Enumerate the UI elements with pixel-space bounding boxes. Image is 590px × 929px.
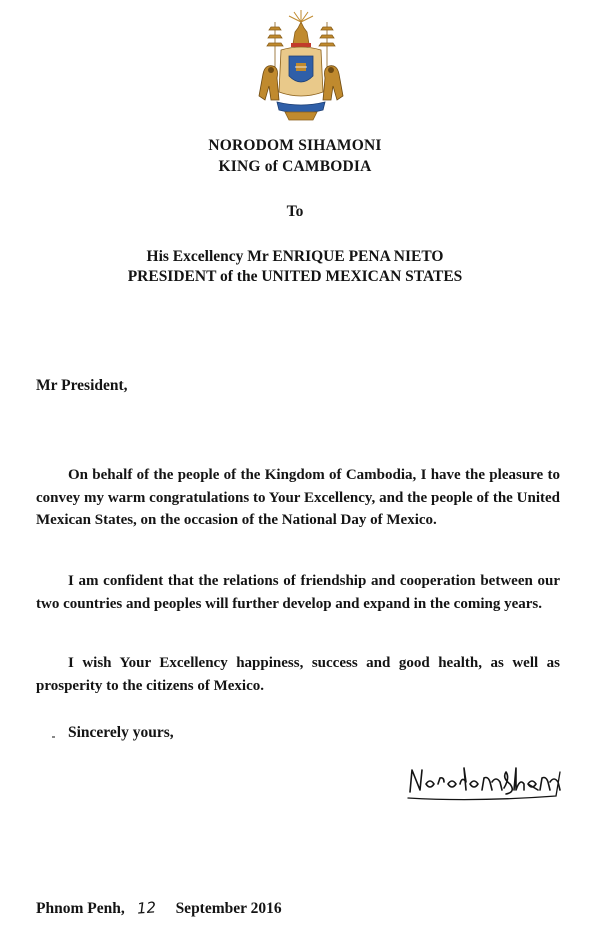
month-year: September 2016 [175,900,282,917]
salutation: Mr President, [36,377,128,394]
signature-image [406,758,564,808]
handwritten-day: 12 [135,898,157,918]
closing: Sincerely yours, [68,724,174,741]
recipient-name: His Excellency Mr ENRIQUE PENA NIETO [146,248,444,265]
to-label: To [286,203,304,220]
body-paragraph-3: I wish Your Excellency happiness, success and good health, as well as prosperity to the citizens of Mexico. [36,655,560,694]
sender-name: NORODOM SIHAMONI [208,137,382,154]
royal-arms-of-cambodia-icon [251,8,351,123]
body-paragraph-1: On behalf of the people of the Kingdom of Cambodia, I have the pleasure to convey my warm congratulations to Your Excellency, and the people of the United Mexican States, on the occasion of the National Day of Mexico. [36,467,560,528]
place-and-date [36,898,282,919]
place: Phnom Penh, [36,900,125,917]
body-paragraph-2: I am confident that the relations of friendship and cooperation between our two countries and peoples will further develop and expand in the coming years. [36,573,560,612]
recipient-title: PRESIDENT of the UNITED MEXICAN STATES [127,268,463,285]
ink-dot [52,736,55,738]
sender-title: KING of CAMBODIA [218,158,372,175]
